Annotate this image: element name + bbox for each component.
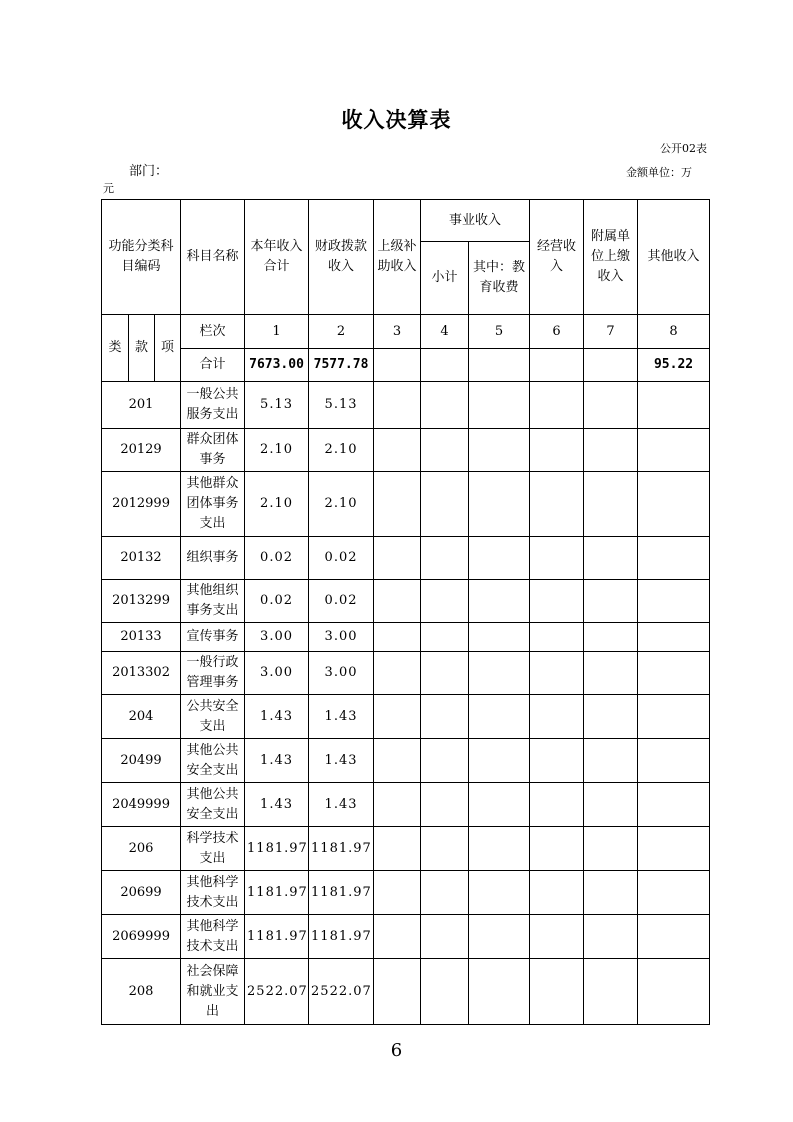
- row-subtotal: [421, 915, 469, 959]
- row-affiliated: [584, 827, 638, 871]
- row-affiliated: [584, 472, 638, 537]
- row-total-income: 1.43: [245, 739, 309, 783]
- header-function-code: 功能分类科目编码: [102, 200, 181, 315]
- row-subject-name: 其他科学技术支出: [181, 915, 245, 959]
- row-education-fee: [469, 783, 530, 827]
- column-number-2: 2: [309, 315, 374, 349]
- row-affiliated: [584, 783, 638, 827]
- row-upper-subsidy: [374, 827, 421, 871]
- row-business: [530, 429, 584, 472]
- row-affiliated: [584, 695, 638, 739]
- row-business: [530, 827, 584, 871]
- header-affiliated-income: 附属单位上缴收入: [584, 200, 638, 315]
- table-row: [102, 871, 710, 915]
- row-total-income: 5.13: [245, 382, 309, 429]
- total-business: [530, 349, 584, 382]
- row-subtotal: [421, 580, 469, 623]
- total-other-sum: 95.22: [638, 349, 710, 382]
- row-upper-subsidy: [374, 871, 421, 915]
- label-total: 合计: [181, 349, 245, 382]
- income-final-accounts-table: [101, 199, 710, 1025]
- row-other: [638, 915, 710, 959]
- row-education-fee: [469, 652, 530, 695]
- table-row: [102, 472, 710, 537]
- label-xiang: 项: [155, 315, 181, 382]
- row-subject-name: 公共安全支出: [181, 695, 245, 739]
- row-fiscal: 5.13: [309, 382, 374, 429]
- row-fiscal: 1181.97: [309, 871, 374, 915]
- row-other: [638, 652, 710, 695]
- table-row: [102, 429, 710, 472]
- row-upper-subsidy: [374, 652, 421, 695]
- row-subtotal: [421, 739, 469, 783]
- row-upper-subsidy: [374, 959, 421, 1025]
- row-subject-name: 其他组织事务支出: [181, 580, 245, 623]
- row-fiscal: 1181.97: [309, 827, 374, 871]
- row-fiscal: 0.02: [309, 537, 374, 580]
- row-business: [530, 871, 584, 915]
- table-row: [102, 959, 710, 1025]
- table-row: [102, 783, 710, 827]
- column-number-8: 8: [638, 315, 710, 349]
- row-business: [530, 382, 584, 429]
- row-other: [638, 739, 710, 783]
- table-row: [102, 537, 710, 580]
- row-education-fee: [469, 580, 530, 623]
- table-row: [102, 382, 710, 429]
- row-education-fee: [469, 429, 530, 472]
- row-fiscal: 1.43: [309, 739, 374, 783]
- label-column-order: 栏次: [181, 315, 245, 349]
- row-subtotal: [421, 871, 469, 915]
- column-number-6: 6: [530, 315, 584, 349]
- row-code: 2012999: [102, 472, 181, 537]
- row-code: 20499: [102, 739, 181, 783]
- row-code: 2013302: [102, 652, 181, 695]
- header-fiscal-appropriation: 财政拨款收入: [309, 200, 374, 315]
- row-code: 2049999: [102, 783, 181, 827]
- row-upper-subsidy: [374, 695, 421, 739]
- row-subject-name: 社会保障和就业支出: [181, 959, 245, 1025]
- row-business: [530, 739, 584, 783]
- header-other-income: 其他收入: [638, 200, 710, 315]
- row-code: 20133: [102, 623, 181, 652]
- row-affiliated: [584, 915, 638, 959]
- total-subtotal: [421, 349, 469, 382]
- row-other: [638, 429, 710, 472]
- row-education-fee: [469, 739, 530, 783]
- row-business: [530, 915, 584, 959]
- column-number-4: 4: [421, 315, 469, 349]
- row-other: [638, 537, 710, 580]
- table-row: [102, 652, 710, 695]
- label-kuan: 款: [129, 315, 155, 382]
- row-subtotal: [421, 382, 469, 429]
- header-career-income: 事业收入: [421, 200, 530, 242]
- row-code: 201: [102, 382, 181, 429]
- header-total-income: 本年收入合计: [245, 200, 309, 315]
- total-affiliated: [584, 349, 638, 382]
- row-fiscal: 1181.97: [309, 915, 374, 959]
- table-row: [102, 915, 710, 959]
- row-business: [530, 783, 584, 827]
- row-code: 2013299: [102, 580, 181, 623]
- row-affiliated: [584, 959, 638, 1025]
- row-code: 20699: [102, 871, 181, 915]
- row-business: [530, 959, 584, 1025]
- column-number-7: 7: [584, 315, 638, 349]
- row-affiliated: [584, 429, 638, 472]
- row-subtotal: [421, 429, 469, 472]
- row-subject-name: 一般行政管理事务: [181, 652, 245, 695]
- row-total-income: 1181.97: [245, 915, 309, 959]
- row-subtotal: [421, 695, 469, 739]
- row-fiscal: 1.43: [309, 695, 374, 739]
- table-row: [102, 580, 710, 623]
- row-subject-name: 一般公共服务支出: [181, 382, 245, 429]
- row-affiliated: [584, 652, 638, 695]
- row-total-income: 1181.97: [245, 871, 309, 915]
- row-upper-subsidy: [374, 915, 421, 959]
- page-title: 收入决算表: [341, 108, 452, 132]
- row-other: [638, 472, 710, 537]
- row-total-income: 0.02: [245, 580, 309, 623]
- row-total-income: 2522.07: [245, 959, 309, 1025]
- row-subject-name: 科学技术支出: [181, 827, 245, 871]
- header-education-fee: 其中：教育收费: [469, 242, 530, 315]
- row-upper-subsidy: [374, 623, 421, 652]
- row-education-fee: [469, 827, 530, 871]
- row-fiscal: 3.00: [309, 623, 374, 652]
- row-business: [530, 472, 584, 537]
- row-education-fee: [469, 382, 530, 429]
- row-code: 20132: [102, 537, 181, 580]
- total-income-sum: 7673.00: [245, 349, 309, 382]
- row-subject-name: 其他公共安全支出: [181, 739, 245, 783]
- row-upper-subsidy: [374, 429, 421, 472]
- row-business: [530, 652, 584, 695]
- row-other: [638, 783, 710, 827]
- row-upper-subsidy: [374, 537, 421, 580]
- row-code: 2069999: [102, 915, 181, 959]
- row-upper-subsidy: [374, 472, 421, 537]
- row-business: [530, 623, 584, 652]
- row-other: [638, 623, 710, 652]
- amount-unit-label: 金额单位：万: [626, 166, 692, 179]
- row-subject-name: 组织事务: [181, 537, 245, 580]
- row-fiscal: 2522.07: [309, 959, 374, 1025]
- row-affiliated: [584, 580, 638, 623]
- row-affiliated: [584, 537, 638, 580]
- row-affiliated: [584, 871, 638, 915]
- row-subject-name: 群众团体事务: [181, 429, 245, 472]
- row-fiscal: 3.00: [309, 652, 374, 695]
- row-total-income: 1181.97: [245, 827, 309, 871]
- row-other: [638, 695, 710, 739]
- label-lei: 类: [102, 315, 129, 382]
- total-education-fee: [469, 349, 530, 382]
- row-total-income: 1.43: [245, 783, 309, 827]
- row-other: [638, 382, 710, 429]
- row-total-income: 3.00: [245, 623, 309, 652]
- table-row: [102, 623, 710, 652]
- row-code: 208: [102, 959, 181, 1025]
- row-fiscal: 1.43: [309, 783, 374, 827]
- header-subtotal: 小计: [421, 242, 469, 315]
- department-label: 部门：: [129, 164, 169, 179]
- row-affiliated: [584, 623, 638, 652]
- row-code: 204: [102, 695, 181, 739]
- row-fiscal: 0.02: [309, 580, 374, 623]
- row-subtotal: [421, 959, 469, 1025]
- header-business-income: 经营收入: [530, 200, 584, 315]
- row-business: [530, 537, 584, 580]
- row-total-income: 3.00: [245, 652, 309, 695]
- table-row: [102, 739, 710, 783]
- row-business: [530, 695, 584, 739]
- row-code: 206: [102, 827, 181, 871]
- header-subject-name: 科目名称: [181, 200, 245, 315]
- row-education-fee: [469, 695, 530, 739]
- amount-unit-label-continued: 元: [103, 182, 114, 195]
- row-upper-subsidy: [374, 739, 421, 783]
- row-total-income: 2.10: [245, 472, 309, 537]
- form-number: 公开02表: [660, 142, 707, 155]
- row-subtotal: [421, 652, 469, 695]
- total-upper-subsidy: [374, 349, 421, 382]
- row-other: [638, 580, 710, 623]
- row-subtotal: [421, 783, 469, 827]
- row-affiliated: [584, 382, 638, 429]
- row-education-fee: [469, 871, 530, 915]
- table-row: [102, 695, 710, 739]
- row-other: [638, 959, 710, 1025]
- row-other: [638, 827, 710, 871]
- row-subtotal: [421, 827, 469, 871]
- row-education-fee: [469, 915, 530, 959]
- row-fiscal: 2.10: [309, 472, 374, 537]
- row-total-income: 2.10: [245, 429, 309, 472]
- row-fiscal: 2.10: [309, 429, 374, 472]
- row-subject-name: 其他公共安全支出: [181, 783, 245, 827]
- row-business: [530, 580, 584, 623]
- column-number-1: 1: [245, 315, 309, 349]
- row-other: [638, 871, 710, 915]
- page-number: 6: [390, 1040, 403, 1061]
- column-number-5: 5: [469, 315, 530, 349]
- total-fiscal-sum: 7577.78: [309, 349, 374, 382]
- row-education-fee: [469, 959, 530, 1025]
- row-subject-name: 其他科学技术支出: [181, 871, 245, 915]
- row-upper-subsidy: [374, 382, 421, 429]
- row-subtotal: [421, 472, 469, 537]
- row-total-income: 0.02: [245, 537, 309, 580]
- header-upper-subsidy: 上级补助收入: [374, 200, 421, 315]
- row-total-income: 1.43: [245, 695, 309, 739]
- table-row: [102, 827, 710, 871]
- row-upper-subsidy: [374, 580, 421, 623]
- row-education-fee: [469, 472, 530, 537]
- column-number-3: 3: [374, 315, 421, 349]
- row-subtotal: [421, 623, 469, 652]
- row-affiliated: [584, 739, 638, 783]
- row-subject-name: 其他群众团体事务支出: [181, 472, 245, 537]
- row-subject-name: 宣传事务: [181, 623, 245, 652]
- row-upper-subsidy: [374, 783, 421, 827]
- row-subtotal: [421, 537, 469, 580]
- row-education-fee: [469, 623, 530, 652]
- row-code: 20129: [102, 429, 181, 472]
- row-education-fee: [469, 537, 530, 580]
